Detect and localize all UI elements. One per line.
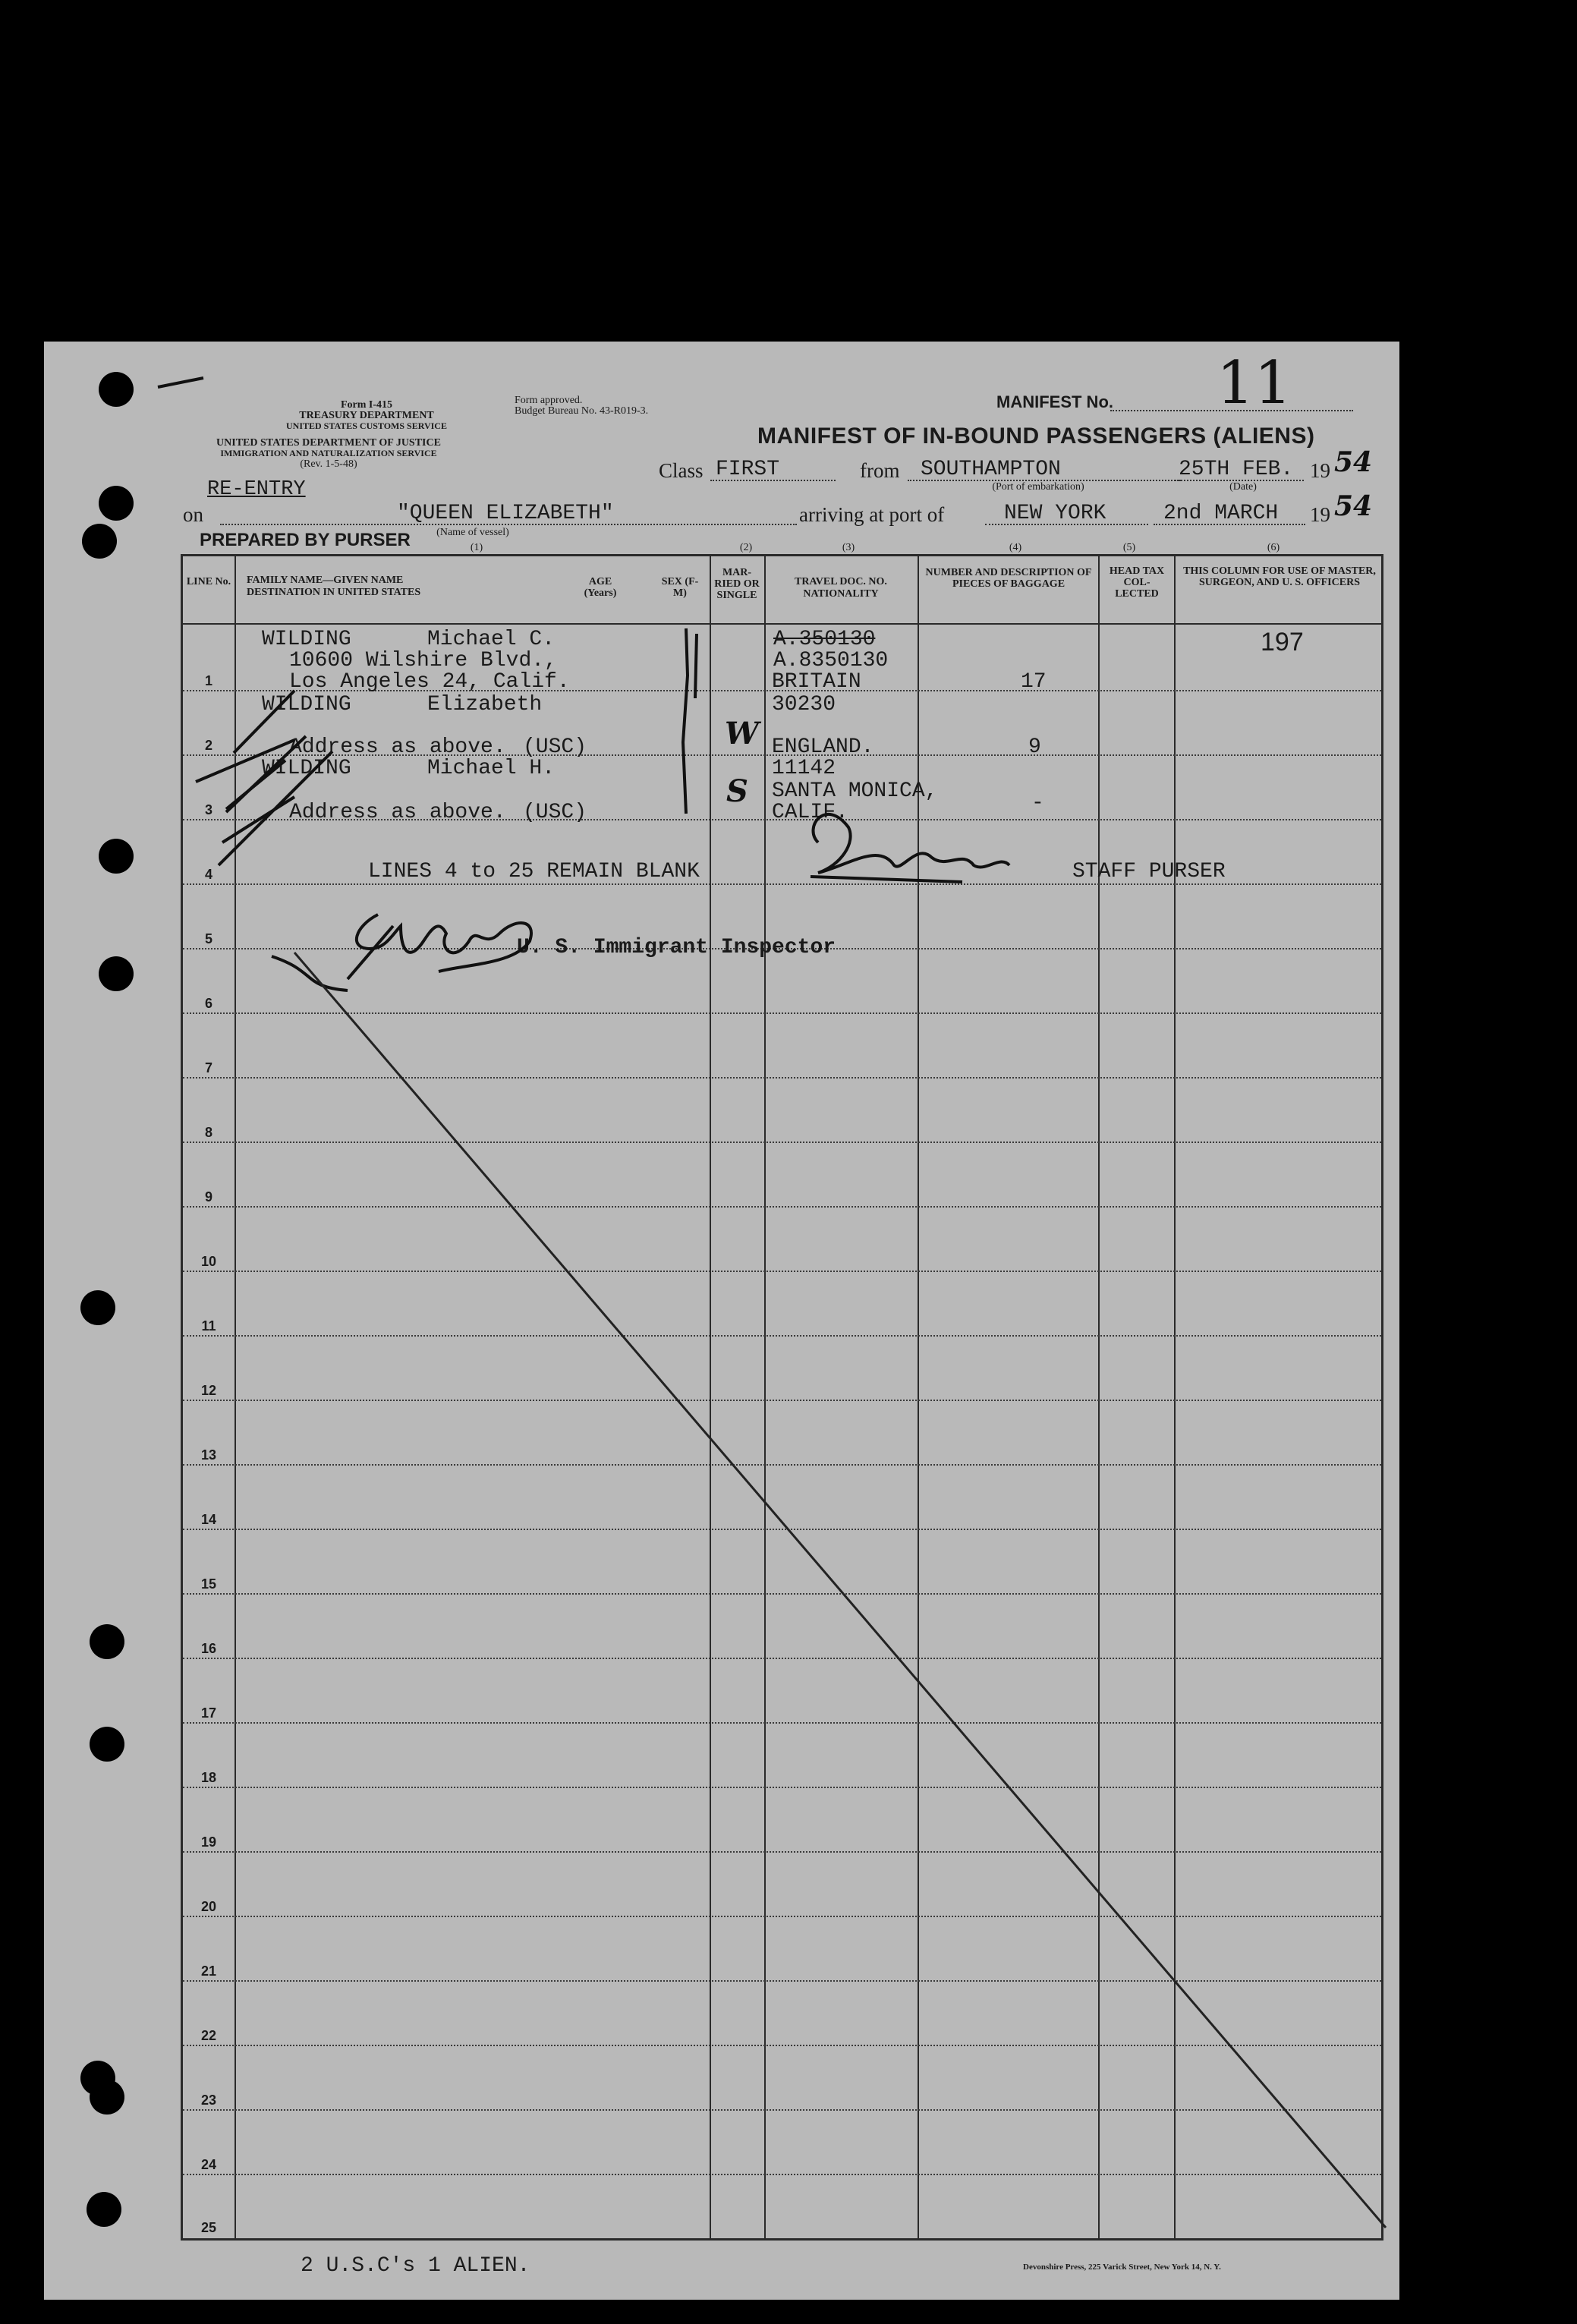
vessel-caption: (Name of vessel) <box>436 527 509 538</box>
entry-2-baggage: 9 <box>1028 735 1041 759</box>
col-header-officers: THIS COLUMN FOR USE OF MASTER, SURGEON, AND U. S. OFFICERS <box>1183 565 1376 588</box>
budget-bureau: Budget Bureau No. 43-R019-3. <box>515 405 649 417</box>
re-entry-stamp: RE-ENTRY <box>207 478 306 501</box>
line-number: 19 <box>200 1834 217 1850</box>
arrival-date: 2nd MARCH <box>1163 502 1279 525</box>
entry-1-officer-number: 197 <box>1261 628 1304 657</box>
strike-through-lines <box>196 691 332 865</box>
line-number: 14 <box>200 1512 217 1527</box>
bracket-mark <box>158 378 203 387</box>
line-number: 11 <box>201 1318 216 1334</box>
line-number: 24 <box>200 2157 217 2172</box>
col-num-2: (2) <box>739 542 753 553</box>
entry-3-nationality-2: CALIF. <box>772 801 848 824</box>
entry-2-married: W <box>725 716 759 751</box>
col-header-sex: SEX (F-M) <box>661 576 699 599</box>
from-label: from <box>860 459 900 482</box>
entry-1-family: WILDING <box>262 628 351 651</box>
entry-3-doc: 11142 <box>772 757 836 780</box>
form-title: MANIFEST OF IN-BOUND PASSENGERS (ALIENS) <box>757 424 1315 449</box>
entry-2-family: WILDING <box>262 693 351 716</box>
col-num-5: (5) <box>1122 542 1136 553</box>
col-header-baggage: NUMBER AND DESCRIPTION OF PIECES OF BAGGAGE <box>925 567 1092 590</box>
arriving-label: arriving at port of <box>799 503 945 526</box>
entry-2-given: Elizabeth <box>427 693 543 716</box>
line-number: 1 <box>204 673 212 688</box>
line-number: 6 <box>204 996 212 1011</box>
purser-signature <box>811 814 1009 882</box>
entry-2-address: Address as above. <box>289 735 506 759</box>
entry-3-nationality: SANTA MONICA, <box>772 779 938 803</box>
entry-1-nationality: BRITAIN <box>772 670 861 694</box>
prepared-by: PREPARED BY PURSER <box>200 530 411 550</box>
line-number: 5 <box>204 931 212 946</box>
entry-1-given: Michael C. <box>427 628 556 651</box>
class-value: FIRST <box>716 458 780 481</box>
vessel-name: "QUEEN ELIZABETH" <box>397 502 614 525</box>
entry-1-doc: A.8350130 <box>773 649 889 672</box>
form-approved: Form approved. <box>515 395 583 406</box>
entry-3-family: WILDING <box>262 757 351 780</box>
line-number: 4 <box>204 867 212 882</box>
manifest-no-label: MANIFEST No. <box>996 392 1113 411</box>
col-header-name: FAMILY NAME—GIVEN NAME <box>247 575 404 586</box>
line-number: 15 <box>200 1576 217 1592</box>
entry-2-doc: 30230 <box>772 693 836 716</box>
embarkation-port: SOUTHAMPTON <box>921 458 1061 481</box>
staff-purser-label: STAFF PURSER <box>1072 860 1226 883</box>
married-bracket <box>683 628 697 814</box>
embarkation-caption: (Port of embarkation) <box>992 481 1084 493</box>
date-caption: (Date) <box>1229 481 1257 493</box>
line-number: 8 <box>204 1125 212 1140</box>
col-num-4: (4) <box>1009 542 1022 553</box>
line-number: 22 <box>200 2028 217 2043</box>
line-number: 7 <box>204 1060 212 1075</box>
entry-3-address: Address as above. <box>289 801 506 824</box>
manifest-number: 11 <box>1217 349 1292 417</box>
customs-service: UNITED STATES CUSTOMS SERVICE <box>286 420 447 431</box>
entry-1-doc-struck: A.350130 <box>773 628 876 651</box>
line-number: 21 <box>200 1963 217 1979</box>
entry-3-status: (USC) <box>523 801 587 824</box>
arrival-port: NEW YORK <box>1004 502 1106 525</box>
line-number: 20 <box>200 1899 217 1914</box>
treasury-dept: TREASURY DEPARTMENT <box>299 410 434 421</box>
inspector-label: U. S. Immigrant Inspector <box>517 936 836 959</box>
entry-3-baggage: - <box>1031 792 1044 815</box>
entry-1-baggage: 17 <box>1021 670 1047 694</box>
line-number: 10 <box>200 1254 217 1269</box>
col-header-destination: DESTINATION IN UNITED STATES <box>247 587 421 598</box>
entry-1-address1: 10600 Wilshire Blvd., <box>289 649 557 672</box>
col-header-travel-doc: TRAVEL DOC. NO. <box>795 576 887 587</box>
line-number: 25 <box>200 2220 217 2235</box>
entry-3-married: S <box>726 773 748 809</box>
line-number: 13 <box>200 1447 217 1463</box>
blank-lines-note: LINES 4 to 25 REMAIN BLANK <box>368 860 700 883</box>
printer-imprint: Devonshire Press, 225 Varick Street, New York 14, N. Y. <box>1023 2263 1221 2272</box>
on-label: on <box>183 503 203 526</box>
line-number: 16 <box>200 1641 217 1656</box>
entry-2-status: (USC) <box>523 735 587 759</box>
line-number: 18 <box>200 1770 217 1785</box>
cancel-diagonal <box>294 953 1386 2228</box>
passenger-count: 2 U.S.C's 1 ALIEN. <box>301 2254 530 2278</box>
line-number: 17 <box>200 1705 217 1721</box>
revision: (Rev. 1-5-48) <box>300 458 357 470</box>
col-header-age: AGE (Years) <box>584 576 617 599</box>
col-header-line-no: LINE No. <box>186 576 231 587</box>
year-prefix: 19 <box>1310 459 1330 482</box>
col-header-nationality: NATIONALITY <box>803 588 879 600</box>
manifest-page <box>44 342 1399 2300</box>
col-num-6: (6) <box>1267 542 1280 553</box>
col-num-3: (3) <box>842 542 855 553</box>
ink-marks <box>44 342 1399 2300</box>
departure-year: 54 <box>1334 446 1373 478</box>
col-header-married: MAR-RIED OR SINGLE <box>714 567 760 601</box>
arrival-year: 54 <box>1334 490 1373 522</box>
departure-date: 25TH FEB. <box>1179 458 1294 481</box>
entry-1-address2: Los Angeles 24, Calif. <box>289 670 570 694</box>
entry-2-nationality: ENGLAND. <box>772 735 874 759</box>
line-number: 9 <box>204 1189 212 1205</box>
line-number: 2 <box>204 738 212 753</box>
col-num-1: (1) <box>470 542 483 553</box>
line-number: 12 <box>200 1383 217 1398</box>
form-number: Form I-415 <box>340 399 393 411</box>
arrival-year-prefix: 19 <box>1310 503 1330 526</box>
inspector-signature <box>272 915 531 990</box>
justice-dept: UNITED STATES DEPARTMENT OF JUSTICE <box>216 437 441 449</box>
col-header-head-tax: HEAD TAX COL-LECTED <box>1109 565 1165 600</box>
line-number: 3 <box>204 802 212 817</box>
ins-service: IMMIGRATION AND NATURALIZATION SERVICE <box>220 448 437 458</box>
class-label: Class <box>659 459 704 482</box>
entry-3-given: Michael H. <box>427 757 556 780</box>
line-number: 23 <box>200 2093 217 2108</box>
